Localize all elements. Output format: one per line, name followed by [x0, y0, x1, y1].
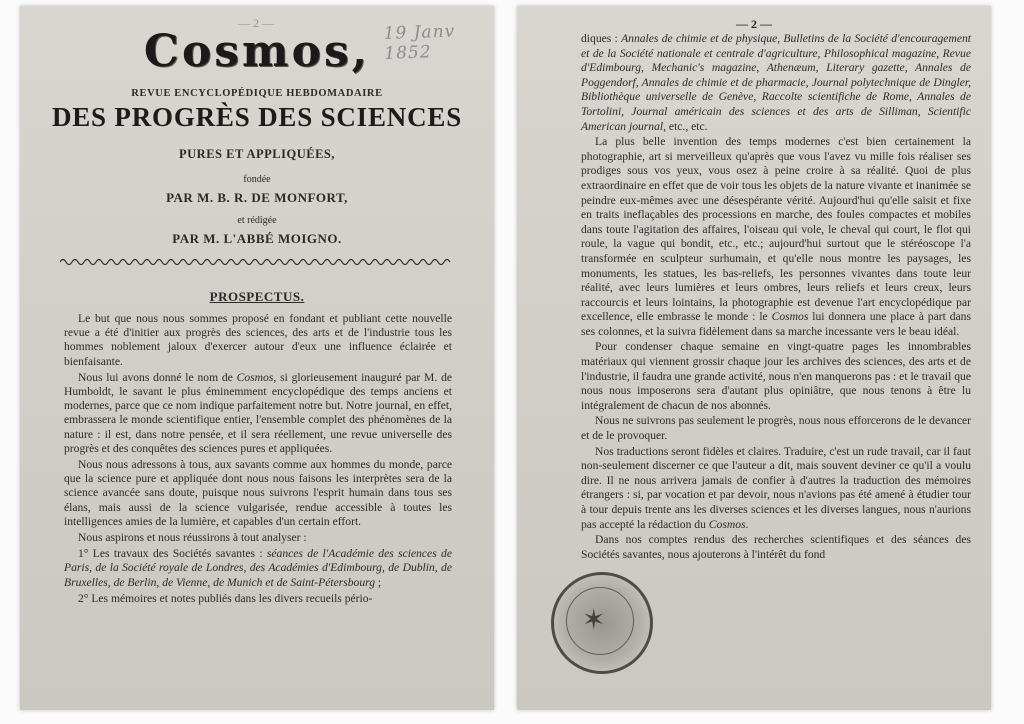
- paragraph-text: Nous nous adressons à tous, aux savants comme aux hommes du monde, parce que la science pure et appliquée dont nous nous faisons les interprètes sera de la science avancée sans doute, puisque nous suivrons l'esprit humain dans tous ses élans, mais aussi de la science vulgarisée, rendue accessible à toutes les intelligences amies de la lumière, et capables d'un certain effort.: [64, 458, 452, 528]
- subtitle-mid: PURES ET APPLIQUÉES,: [179, 147, 335, 161]
- page-number: — 2 —: [736, 17, 772, 31]
- paragraph-text: Le but que nous nous sommes proposé en fondant et publiant cette nouvelle revue a été d'initier aux progrès des sciences, des arts et de l'industrie tous les hommes noblement jaloux d'exercer autour d'eux une influence éclairée et bienfaisante.: [64, 312, 452, 368]
- paragraph-text: , etc., etc.: [663, 119, 708, 133]
- paragraph: [581, 340, 971, 413]
- paragraph: [581, 533, 971, 562]
- journal-title: Cosmos,: [143, 26, 371, 77]
- paragraph: [64, 371, 452, 456]
- pencil-date-annotation: 19 Janv 1852: [383, 21, 456, 64]
- left-page: [20, 6, 494, 710]
- library-stamp: [551, 572, 653, 674]
- cosmos-italic: Cosmos: [236, 370, 274, 384]
- paragraph: [64, 592, 452, 606]
- right-body-text: [581, 32, 971, 563]
- paragraph: [581, 414, 971, 443]
- right-page: [517, 6, 991, 710]
- paragraph-text: ;: [375, 575, 382, 589]
- editor-line: PAR M. L'ABBÉ MOIGNO.: [172, 231, 342, 246]
- subtitle-small: REVUE ENCYCLOPÉDIQUE HEBDOMADAIRE: [131, 88, 383, 99]
- paragraph-text: Nous ne suivrons pas seulement le progrès, nous nous efforcerons de le devancer et de le provoquer.: [581, 414, 971, 443]
- paragraph-text: Nous aspirons et nous réussirons à tout analyser :: [78, 531, 307, 545]
- paragraph-text: 1° Les travaux des Sociétés savantes :: [78, 547, 267, 561]
- pencil-mark: — 2 —: [238, 16, 274, 30]
- paragraph: [64, 547, 452, 590]
- section-title: PROSPECTUS.: [209, 289, 305, 304]
- founder-line: PAR M. B. R. DE MONFORT,: [166, 190, 348, 205]
- paragraph-text: Nous lui avons donné le nom de: [78, 370, 237, 384]
- paragraph-text: Pour condenser chaque semaine en vingt-quatre pages les innombrables matériaux qui viennent grossir chaque jour les archives des sciences, des arts et de l'industrie, il faudra une grande activité, nous n'en manquerons pas : et le travail que nous nous imposerons sera d'autant plus opiniâtre, que nous tenons à être lu intégralement de chacun de nos abonnés.: [581, 340, 971, 412]
- paragraph-text: La plus belle invention des temps modernes c'est bien certainement la photographie, art si merveilleux qu'après que vous l'avez vu mille fois réaliser ses prodiges sous vos yeux, vous osez à peine croire à sa réalité. Quoi de plus extraordinaire en effet que de voir tous les objets de la nature vivante et inanimée se peindre eux-mêmes avec une désespérante vérité. Aujourd'hui qu'elle saisit et fixe en traits ineflaçables des processions en marche, des foules compactes et mobiles dans toute l'agitation des affaires, l'oiseau qui vole, le cheval qui court, le flot qui roule, la vague qui bondit, etc., etc.; aujourd'hui surtout que le stéréoscope l'a transformée en sculpteur surhumain, et qu'elle nous montre les paysages, les monuments, les statues, les bas-reliefs, les personnes vivantes dans toute leur réalité, avec leurs lumières et leurs ombres, leurs reliefs et leurs creux, leurs raccourcis et leurs lointains, la photographie est devenue l'art encyclopédique par excellence, elle embrasse le monde : le: [581, 135, 971, 324]
- paragraph: [581, 135, 971, 339]
- paragraph-text: Nos traductions seront fidèles et claires. Traduire, c'est un rude travail, car il faut non-seulement discerner ce que l'auteur a dit, mais souvent deviner ce qu'il a voulu dire. Il ne nous arrivera jamais de confier à d'autres la traduction des mémoires étrangers : si, par vocation et par devoir, nous n'avions pas été amené à étudier tour à tour depuis trente ans les diverses sciences et les diverses langues, nous n'aurions pas accepté la rédaction du: [581, 444, 971, 531]
- paragraph-text: Dans nos comptes rendus des recherches scientifiques et des séances des Sociétés savantes, nous ajouterons à l'intérêt du fond: [581, 533, 971, 561]
- paragraph-text: 2° Les mémoires et notes publiés dans les divers recueils pério-: [78, 591, 373, 605]
- cosmos-italic: Cosmos: [708, 517, 746, 531]
- subtitle-big: DES PROGRÈS DES SCIENCES: [51, 102, 463, 132]
- paragraph-text: , si glorieusement inauguré par M. de Humboldt, le savant le plus éminemment encyclopédique des temps anciens et modernes, parce que ce nom indique parfaitement notre but. Notre journal, en effet, embrassera le monde scientifique entier, l'ensemble complet des phénomènes de la nature : il est, dans notre pensée, et il sera réellement, une revue universelle des progrès et des conquêtes des sciences pures et appliquées.: [64, 370, 453, 455]
- stamp-emblem-icon: ✶: [582, 605, 606, 636]
- paragraph: [581, 445, 971, 533]
- edited-label: et rédigée: [237, 215, 277, 226]
- founded-label: fondée: [243, 174, 271, 185]
- paragraph: [64, 312, 452, 369]
- paragraph-text: .: [745, 517, 749, 531]
- paragraph: [64, 531, 452, 545]
- journals-list: Annales de chimie et de physique, Bulletins de la Société d'encouragement et de la Société nationale et centrale d'agriculture, Philosophical magazine, Revue d'Edimbourg, Mechanic's magazine, Athenæum, Literary gazette, Annales de Poggendorf, Annales de chimie et de pharmacie, Journal polytechnique de Dingler, Bibliothèque universelle de Genève, Raccolte scientifiche de Rome, Annales de Tortolini, Journal américain des sciences et des arts de Silliman, Scientific American journal: [581, 32, 971, 133]
- paragraph: [64, 458, 452, 529]
- societies-list: séances de l'Académie des sciences de Paris, de la Société royale de Londres, des Académies d'Edimbourg, de Dublin, de Bruxelles, de Berlin, de Vienne, de Munich et de Saint-Pétersbourg: [64, 547, 452, 589]
- left-body-text: [64, 312, 452, 608]
- wavy-divider: [60, 257, 453, 267]
- cosmos-italic: Cosmos: [771, 310, 809, 324]
- paragraph-text: diques :: [581, 32, 622, 45]
- paragraph-text: lui donnera une place à part dans ses colonnes, et la suivra fidèlement dans sa marche incessante vers le beau idéal.: [581, 310, 971, 338]
- paragraph: [581, 32, 971, 134]
